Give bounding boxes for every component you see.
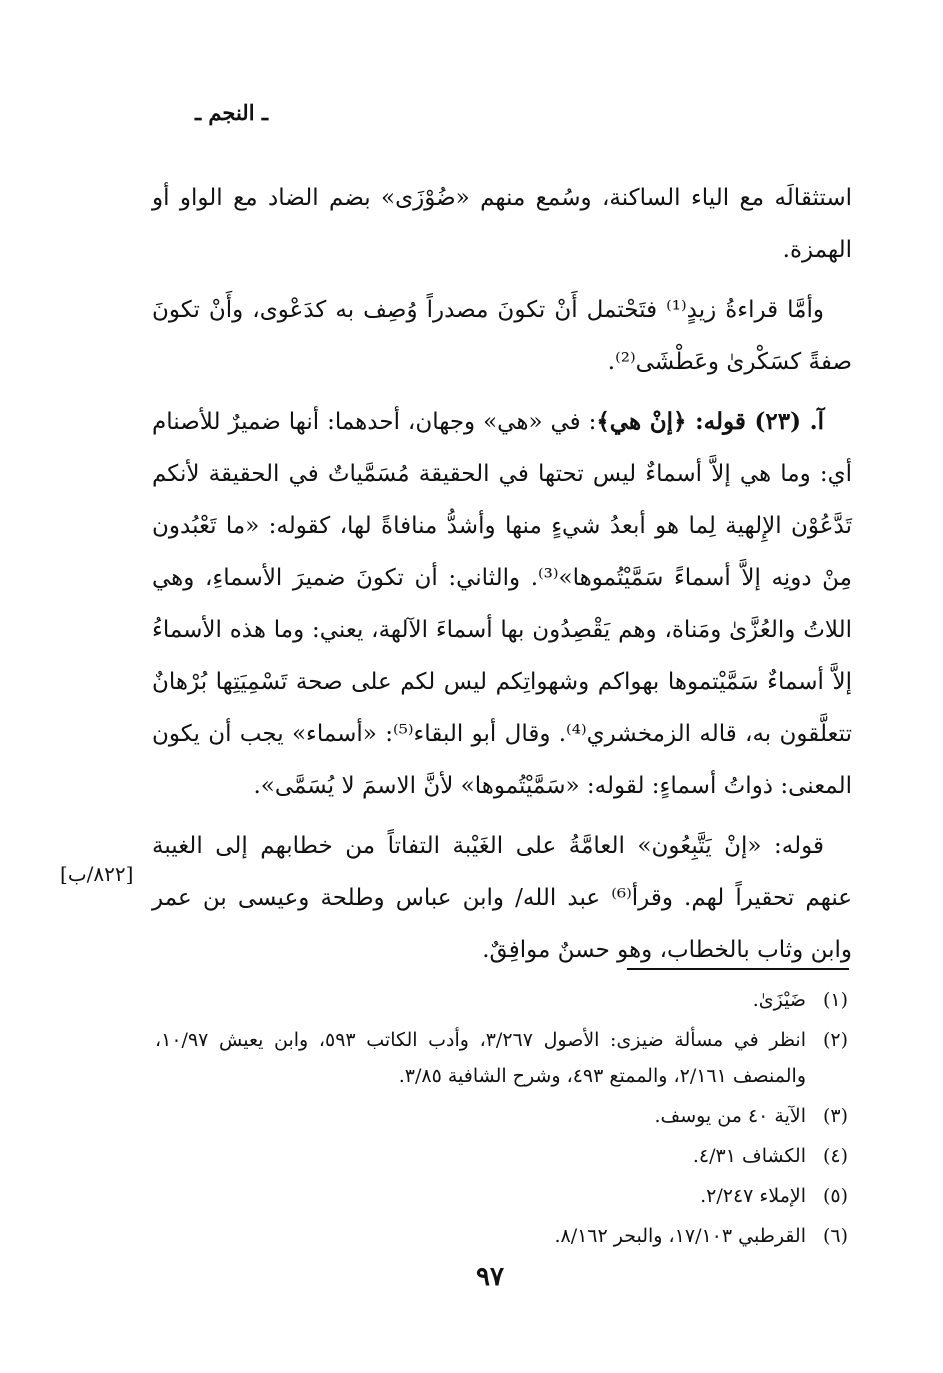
footnote-text: الكشاف ٤/٣١. [692,1145,806,1167]
footnote-item [155,1138,848,1174]
footnote-number: (٦) [822,1225,848,1247]
footnote-item [155,1218,848,1254]
footnote-text: الإملاء ٢/٢٤٧. [700,1185,806,1207]
paragraph-1: استثقالَه مع الياء الساكنة، وسُمع منهم «ضُوْزَى» بضم الضاد مع الواو أو الهمزة. [152,185,852,263]
footnote-number: (٤) [822,1145,848,1167]
paragraph-2: وأمَّا قراءةُ زيدٍ⁽¹⁾ فتَحْتمل أَنْ تكونَ مصدراً وُصِف به كدَعْوى، وأَنْ تكونَ صفةً كسَكْرىٰ وعَطْشَى⁽²⁾. [152,297,852,375]
footnote-item [155,1098,848,1134]
paragraph-3-text: : في «هي» وجهان، أحدهما: أنها ضميرٌ للأصنام أي: وما هي إلاَّ أسماءٌ ليس تحتها في الحقيقة مُسَمَّياتٌ في الحقيقة لأنكم تَدَّعُوْن الإِلهية لِما هو أبعدُ شيءٍ منها وأشدُّ منافاةً لها، كقوله: «ما تَعْبُدون مِنْ دونِه إلاَّ أسماءً سَمَّيْتُموها»⁽³⁾. والثاني: أن تكونَ ضميرَ الأسماءِ، وهي اللاتُ والعُزَّىٰ ومَناة، وهم يَقْصِدُون بها أسماءَ الآلهة، يعني: وما هذه الأسماءُ إلاَّ أسماءٌ سَمَّيْتموها بهواكم وشهواتِكم ليس لكم على صحة تَسْمِيَتِها بُرْهانٌ تتعلَّقون به، قاله الزمخشري⁽⁴⁾. وقال أبو البقاء⁽⁵⁾: «أسماء» يجب أن يكون المعنى: ذواتُ أسماءٍ: لقوله: «سَمَّيْتُموها» لأنَّ الاسمَ لا يُسَمَّى». [152,409,852,799]
paragraph-4: قوله: «إنْ يَتَّبِعُون» العامَّةُ على الغَيْبة التفاتاً من خطابهم إلى الغيبة عنهم تحقيراً لهم. وقرأ⁽⁶⁾ عبد الله/ وابن عباس وطلحة وعيسى بن عمر وابن وثاب بالخطاب، وهو حسنٌ موافِقٌ. [152,833,853,963]
footnote-text: انظر في مسألة ضيزى: الأصول ٣/٢٦٧، وأدب الكاتب ٥٩٣، وابن يعيش ١٠/٩٧، والمنصف ٢/١٦١، والممتع ٤٩٣، وشرح الشافية ٣/٨٥. [155,1029,806,1087]
page-number: ٩٧ [476,1262,504,1292]
main-text [152,172,852,984]
footnote-item [155,982,848,1018]
footnote-item [155,1022,848,1094]
footnote-text: القرطبي ١٧/١٠٣، والبحر ٨/١٦٢. [554,1225,806,1247]
paragraph-3 [152,396,852,812]
footnotes [155,982,848,1258]
footnote-number: (٥) [822,1185,848,1207]
footnote-number: (١) [822,989,848,1011]
footnote-number: (٢) [822,1029,848,1051]
page-header: ـ النجم ـ [194,100,268,125]
footnote-text: ضَيْزَىٰ. [752,989,806,1011]
footnote-divider [627,968,849,970]
verse-heading: آ. (٢٣) قوله: ﴿إنْ هي﴾ [596,408,824,435]
footnote-item [155,1178,848,1214]
footnote-number: (٣) [822,1105,848,1127]
footnote-text: الآية ٤٠ من يوسف. [654,1105,806,1127]
manuscript-folio-note: [٨٢٢/ب] [60,862,134,886]
